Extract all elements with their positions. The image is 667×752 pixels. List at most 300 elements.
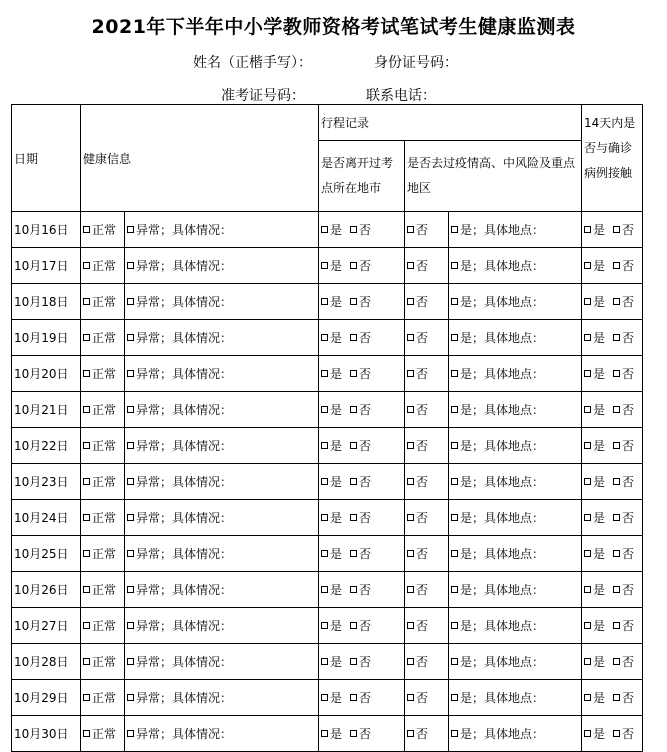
checkbox-square-icon[interactable] <box>584 694 591 701</box>
checkbox-square-icon[interactable] <box>127 262 134 269</box>
contact-no-checkbox[interactable] <box>613 403 634 417</box>
risk-area-yes-checkbox-label: 是；具体地点： <box>460 475 545 489</box>
checkbox-square-icon[interactable] <box>321 586 328 593</box>
left-city-yes-checkbox-label: 是 <box>330 475 343 489</box>
checkbox-square-icon[interactable] <box>350 334 357 341</box>
checkbox-square-icon[interactable] <box>451 550 458 557</box>
abnormal-checkbox-label: 异常；具体情况： <box>136 439 233 453</box>
risk-area-yes-checkbox[interactable] <box>451 367 544 381</box>
left-city-cell <box>319 464 405 500</box>
left-city-yes-checkbox[interactable] <box>321 295 342 309</box>
name-field-label: 姓名（正楷手写）： <box>193 55 312 71</box>
contact-no-checkbox[interactable] <box>613 691 634 705</box>
left-city-cell <box>319 608 405 644</box>
risk-area-no-checkbox[interactable] <box>407 223 428 237</box>
abnormal-checkbox[interactable] <box>127 403 232 417</box>
risk-area-no-checkbox[interactable] <box>407 655 428 669</box>
checkbox-square-icon[interactable] <box>321 694 328 701</box>
risk-area-yes-checkbox[interactable] <box>451 403 544 417</box>
contact-no-checkbox[interactable] <box>613 259 634 273</box>
left-city-yes-checkbox[interactable] <box>321 403 342 417</box>
normal-checkbox-label: 正常 <box>92 223 117 237</box>
risk-area-no-checkbox[interactable] <box>407 475 428 489</box>
risk-area-yes-checkbox[interactable] <box>451 547 544 561</box>
checkbox-square-icon[interactable] <box>613 478 620 485</box>
checkbox-square-icon[interactable] <box>451 514 458 521</box>
contact-yes-checkbox[interactable] <box>584 511 605 525</box>
abnormal-checkbox[interactable] <box>127 511 232 525</box>
left-city-no-checkbox[interactable] <box>350 691 371 705</box>
risk-area-no-checkbox[interactable] <box>407 439 428 453</box>
checkbox-square-icon[interactable] <box>127 622 134 629</box>
checkbox-square-icon[interactable] <box>350 298 357 305</box>
checkbox-square-icon[interactable] <box>83 226 90 233</box>
left-city-cell <box>319 320 405 356</box>
left-city-cell <box>319 212 405 248</box>
risk-area-yes-checkbox[interactable] <box>451 691 544 705</box>
left-city-no-checkbox[interactable] <box>350 511 371 525</box>
abnormal-checkbox[interactable] <box>127 367 232 381</box>
contact-no-checkbox[interactable] <box>613 295 634 309</box>
normal-checkbox[interactable] <box>83 727 116 741</box>
abnormal-checkbox[interactable] <box>127 583 232 597</box>
checkbox-square-icon[interactable] <box>127 658 134 665</box>
checkbox-square-icon[interactable] <box>407 442 414 449</box>
left-city-no-checkbox[interactable] <box>350 403 371 417</box>
checkbox-square-icon[interactable] <box>127 406 134 413</box>
checkbox-square-icon[interactable] <box>127 478 134 485</box>
checkbox-square-icon[interactable] <box>83 586 90 593</box>
checkbox-square-icon[interactable] <box>83 370 90 377</box>
contact-yes-checkbox-label: 是 <box>593 331 606 345</box>
abnormal-checkbox[interactable] <box>127 619 232 633</box>
risk-area-yes-checkbox[interactable] <box>451 439 544 453</box>
contact-no-checkbox[interactable] <box>613 727 634 741</box>
left-city-yes-checkbox[interactable] <box>321 259 342 273</box>
abnormal-checkbox-label: 异常；具体情况： <box>136 727 233 741</box>
checkbox-square-icon[interactable] <box>321 370 328 377</box>
normal-checkbox[interactable] <box>83 475 116 489</box>
risk-area-no-cell <box>405 284 449 320</box>
checkbox-square-icon[interactable] <box>83 514 90 521</box>
checkbox-square-icon[interactable] <box>613 262 620 269</box>
contact-no-checkbox[interactable] <box>613 331 634 345</box>
checkbox-square-icon[interactable] <box>83 478 90 485</box>
normal-checkbox[interactable] <box>83 259 116 273</box>
checkbox-square-icon[interactable] <box>584 298 591 305</box>
left-city-yes-checkbox[interactable] <box>321 547 342 561</box>
checkbox-square-icon[interactable] <box>83 658 90 665</box>
checkbox-square-icon[interactable] <box>613 586 620 593</box>
risk-area-yes-checkbox[interactable] <box>451 475 544 489</box>
risk-area-yes-cell <box>449 644 582 680</box>
contact-no-checkbox[interactable] <box>613 655 634 669</box>
checkbox-square-icon[interactable] <box>451 658 458 665</box>
abnormal-checkbox-label: 异常；具体情况： <box>136 583 233 597</box>
left-city-yes-checkbox[interactable] <box>321 331 342 345</box>
normal-checkbox[interactable] <box>83 583 116 597</box>
checkbox-square-icon[interactable] <box>83 622 90 629</box>
left-city-yes-checkbox[interactable] <box>321 439 342 453</box>
checkbox-square-icon[interactable] <box>350 550 357 557</box>
checkbox-square-icon[interactable] <box>407 622 414 629</box>
checkbox-square-icon[interactable] <box>407 262 414 269</box>
risk-area-no-checkbox[interactable] <box>407 331 428 345</box>
checkbox-square-icon[interactable] <box>613 442 620 449</box>
checkbox-square-icon[interactable] <box>321 226 328 233</box>
risk-area-yes-cell <box>449 392 582 428</box>
checkbox-square-icon[interactable] <box>584 406 591 413</box>
checkbox-square-icon[interactable] <box>321 550 328 557</box>
left-city-no-checkbox[interactable] <box>350 547 371 561</box>
table-row <box>12 680 643 716</box>
left-city-yes-checkbox[interactable] <box>321 511 342 525</box>
contact-no-checkbox[interactable] <box>613 511 634 525</box>
abnormal-checkbox[interactable] <box>127 223 232 237</box>
left-city-no-checkbox[interactable] <box>350 439 371 453</box>
checkbox-square-icon[interactable] <box>350 370 357 377</box>
checkbox-square-icon[interactable] <box>350 658 357 665</box>
contact-yes-checkbox-label: 是 <box>593 655 606 669</box>
checkbox-square-icon[interactable] <box>407 694 414 701</box>
contact-yes-checkbox[interactable] <box>584 403 605 417</box>
left-city-no-checkbox[interactable] <box>350 259 371 273</box>
checkbox-square-icon[interactable] <box>83 442 90 449</box>
risk-area-no-checkbox[interactable] <box>407 619 428 633</box>
left-city-no-checkbox[interactable] <box>350 295 371 309</box>
checkbox-square-icon[interactable] <box>83 730 90 737</box>
checkbox-square-icon[interactable] <box>127 694 134 701</box>
checkbox-square-icon[interactable] <box>613 406 620 413</box>
normal-checkbox[interactable] <box>83 439 116 453</box>
contact-yes-checkbox[interactable] <box>584 439 605 453</box>
checkbox-square-icon[interactable] <box>584 478 591 485</box>
risk-area-yes-checkbox[interactable] <box>451 259 544 273</box>
checkbox-square-icon[interactable] <box>83 298 90 305</box>
checkbox-square-icon[interactable] <box>407 226 414 233</box>
checkbox-square-icon[interactable] <box>350 586 357 593</box>
left-city-yes-checkbox[interactable] <box>321 727 342 741</box>
left-city-cell <box>319 248 405 284</box>
abnormal-checkbox[interactable] <box>127 547 232 561</box>
checkbox-square-icon[interactable] <box>350 262 357 269</box>
checkbox-square-icon[interactable] <box>127 442 134 449</box>
contact-yes-checkbox-label: 是 <box>593 727 606 741</box>
left-city-no-checkbox[interactable] <box>350 727 371 741</box>
risk-area-no-checkbox-label: 否 <box>416 295 429 309</box>
risk-area-no-checkbox[interactable] <box>407 403 428 417</box>
checkbox-square-icon[interactable] <box>407 514 414 521</box>
risk-area-yes-checkbox[interactable] <box>451 223 544 237</box>
normal-checkbox[interactable] <box>83 223 116 237</box>
left-city-no-checkbox[interactable] <box>350 223 371 237</box>
left-city-cell <box>319 356 405 392</box>
health-abnormal-cell <box>125 356 319 392</box>
contact-no-checkbox-label: 否 <box>622 295 635 309</box>
checkbox-square-icon[interactable] <box>407 406 414 413</box>
contact-yes-checkbox[interactable] <box>584 547 605 561</box>
checkbox-square-icon[interactable] <box>407 370 414 377</box>
left-city-yes-checkbox-label: 是 <box>330 331 343 345</box>
left-city-no-checkbox[interactable] <box>350 583 371 597</box>
left-city-no-checkbox[interactable] <box>350 619 371 633</box>
checkbox-square-icon[interactable] <box>83 334 90 341</box>
checkbox-square-icon[interactable] <box>350 406 357 413</box>
checkbox-square-icon[interactable] <box>127 586 134 593</box>
checkbox-square-icon[interactable] <box>584 262 591 269</box>
normal-checkbox[interactable] <box>83 691 116 705</box>
abnormal-checkbox[interactable] <box>127 331 232 345</box>
checkbox-square-icon[interactable] <box>83 406 90 413</box>
checkbox-square-icon[interactable] <box>83 550 90 557</box>
normal-checkbox[interactable] <box>83 655 116 669</box>
health-normal-cell <box>81 716 125 752</box>
normal-checkbox[interactable] <box>83 403 116 417</box>
risk-area-yes-cell <box>449 608 582 644</box>
risk-area-no-checkbox[interactable] <box>407 367 428 381</box>
checkbox-square-icon[interactable] <box>584 658 591 665</box>
risk-area-yes-checkbox[interactable] <box>451 331 544 345</box>
risk-area-yes-checkbox[interactable] <box>451 727 544 741</box>
left-city-no-checkbox[interactable] <box>350 655 371 669</box>
risk-area-yes-checkbox-label: 是；具体地点： <box>460 583 545 597</box>
checkbox-square-icon[interactable] <box>127 550 134 557</box>
contact-no-checkbox[interactable] <box>613 619 634 633</box>
checkbox-square-icon[interactable] <box>613 334 620 341</box>
checkbox-square-icon[interactable] <box>451 478 458 485</box>
checkbox-square-icon[interactable] <box>407 298 414 305</box>
contact-no-checkbox-label: 否 <box>622 727 635 741</box>
left-city-yes-checkbox[interactable] <box>321 691 342 705</box>
contact-no-checkbox-label: 否 <box>622 439 635 453</box>
contact-cell <box>582 320 643 356</box>
checkbox-square-icon[interactable] <box>350 514 357 521</box>
checkbox-square-icon[interactable] <box>613 622 620 629</box>
risk-area-yes-checkbox[interactable] <box>451 583 544 597</box>
left-city-yes-checkbox[interactable] <box>321 367 342 381</box>
checkbox-square-icon[interactable] <box>451 370 458 377</box>
contact-yes-checkbox-label: 是 <box>593 439 606 453</box>
contact-yes-checkbox-label: 是 <box>593 295 606 309</box>
checkbox-square-icon[interactable] <box>451 406 458 413</box>
checkbox-square-icon[interactable] <box>451 730 458 737</box>
abnormal-checkbox[interactable] <box>127 727 232 741</box>
normal-checkbox-label: 正常 <box>92 511 117 525</box>
contact-no-checkbox[interactable] <box>613 367 634 381</box>
checkbox-square-icon[interactable] <box>127 370 134 377</box>
contact-no-checkbox[interactable] <box>613 223 634 237</box>
contact-yes-checkbox[interactable] <box>584 691 605 705</box>
checkbox-square-icon[interactable] <box>127 298 134 305</box>
checkbox-square-icon[interactable] <box>584 514 591 521</box>
contact-yes-checkbox-label: 是 <box>593 223 606 237</box>
risk-area-no-checkbox[interactable] <box>407 511 428 525</box>
abnormal-checkbox[interactable] <box>127 655 232 669</box>
risk-area-no-checkbox[interactable] <box>407 547 428 561</box>
left-city-cell <box>319 716 405 752</box>
risk-area-no-checkbox[interactable] <box>407 295 428 309</box>
checkbox-square-icon[interactable] <box>127 334 134 341</box>
contact-yes-checkbox[interactable] <box>584 367 605 381</box>
checkbox-square-icon[interactable] <box>321 334 328 341</box>
checkbox-square-icon[interactable] <box>127 730 134 737</box>
contact-yes-checkbox[interactable] <box>584 475 605 489</box>
risk-area-yes-checkbox[interactable] <box>451 295 544 309</box>
checkbox-square-icon[interactable] <box>451 442 458 449</box>
checkbox-square-icon[interactable] <box>350 442 357 449</box>
contact-no-checkbox-label: 否 <box>622 655 635 669</box>
checkbox-square-icon[interactable] <box>584 442 591 449</box>
risk-area-no-cell <box>405 500 449 536</box>
contact-yes-checkbox[interactable] <box>584 583 605 597</box>
checkbox-square-icon[interactable] <box>407 730 414 737</box>
risk-area-no-checkbox[interactable] <box>407 259 428 273</box>
checkbox-square-icon[interactable] <box>584 622 591 629</box>
checkbox-square-icon[interactable] <box>584 226 591 233</box>
left-city-no-checkbox[interactable] <box>350 367 371 381</box>
left-city-yes-checkbox[interactable] <box>321 583 342 597</box>
checkbox-square-icon[interactable] <box>613 514 620 521</box>
checkbox-square-icon[interactable] <box>451 298 458 305</box>
checkbox-square-icon[interactable] <box>451 262 458 269</box>
checkbox-square-icon[interactable] <box>451 226 458 233</box>
checkbox-square-icon[interactable] <box>321 406 328 413</box>
checkbox-square-icon[interactable] <box>350 694 357 701</box>
checkbox-square-icon[interactable] <box>613 730 620 737</box>
checkbox-square-icon[interactable] <box>350 226 357 233</box>
checkbox-square-icon[interactable] <box>350 622 357 629</box>
normal-checkbox[interactable] <box>83 511 116 525</box>
checkbox-square-icon[interactable] <box>321 442 328 449</box>
checkbox-square-icon[interactable] <box>584 586 591 593</box>
health-info-column-header: 健康信息 <box>81 105 319 212</box>
contact-yes-checkbox-label: 是 <box>593 547 606 561</box>
abnormal-checkbox[interactable] <box>127 475 232 489</box>
checkbox-square-icon[interactable] <box>584 370 591 377</box>
risk-area-yes-checkbox[interactable] <box>451 619 544 633</box>
checkbox-square-icon[interactable] <box>613 550 620 557</box>
table-row <box>12 536 643 572</box>
abnormal-checkbox[interactable] <box>127 295 232 309</box>
checkbox-square-icon[interactable] <box>584 334 591 341</box>
checkbox-square-icon[interactable] <box>321 478 328 485</box>
checkbox-square-icon[interactable] <box>451 694 458 701</box>
checkbox-square-icon[interactable] <box>321 658 328 665</box>
checkbox-square-icon[interactable] <box>350 730 357 737</box>
risk-area-no-checkbox[interactable] <box>407 691 428 705</box>
left-city-yes-checkbox-label: 是 <box>330 619 343 633</box>
left-city-cell <box>319 392 405 428</box>
risk-area-no-cell <box>405 248 449 284</box>
checkbox-square-icon[interactable] <box>321 262 328 269</box>
checkbox-square-icon[interactable] <box>83 262 90 269</box>
left-city-no-checkbox-label: 否 <box>359 547 372 561</box>
contact-yes-checkbox[interactable] <box>584 619 605 633</box>
checkbox-square-icon[interactable] <box>613 226 620 233</box>
abnormal-checkbox[interactable] <box>127 259 232 273</box>
checkbox-square-icon[interactable] <box>407 478 414 485</box>
checkbox-square-icon[interactable] <box>321 514 328 521</box>
left-city-yes-checkbox[interactable] <box>321 475 342 489</box>
checkbox-square-icon[interactable] <box>584 730 591 737</box>
table-row <box>12 212 643 248</box>
contact-cell <box>582 716 643 752</box>
checkbox-square-icon[interactable] <box>584 550 591 557</box>
checkbox-square-icon[interactable] <box>407 550 414 557</box>
risk-area-no-cell <box>405 716 449 752</box>
contact-no-checkbox[interactable] <box>613 475 634 489</box>
abnormal-checkbox-label: 异常；具体情况： <box>136 547 233 561</box>
contact-yes-checkbox[interactable] <box>584 655 605 669</box>
risk-area-no-checkbox-label: 否 <box>416 547 429 561</box>
left-city-yes-checkbox-label: 是 <box>330 511 343 525</box>
abnormal-checkbox-label: 异常；具体情况： <box>136 331 233 345</box>
checkbox-square-icon[interactable] <box>451 334 458 341</box>
left-city-no-checkbox[interactable] <box>350 331 371 345</box>
checkbox-square-icon[interactable] <box>321 730 328 737</box>
checkbox-square-icon[interactable] <box>321 622 328 629</box>
normal-checkbox[interactable] <box>83 619 116 633</box>
risk-area-no-cell <box>405 428 449 464</box>
risk-area-yes-checkbox[interactable] <box>451 511 544 525</box>
normal-checkbox[interactable] <box>83 295 116 309</box>
risk-area-no-checkbox[interactable] <box>407 727 428 741</box>
table-row <box>12 356 643 392</box>
checkbox-square-icon[interactable] <box>613 298 620 305</box>
checkbox-square-icon[interactable] <box>613 658 620 665</box>
normal-checkbox-label: 正常 <box>92 583 117 597</box>
abnormal-checkbox[interactable] <box>127 439 232 453</box>
checkbox-square-icon[interactable] <box>127 514 134 521</box>
risk-area-yes-cell <box>449 716 582 752</box>
left-city-yes-checkbox[interactable] <box>321 223 342 237</box>
contact-no-checkbox[interactable] <box>613 583 634 597</box>
contact-yes-checkbox[interactable] <box>584 295 605 309</box>
checkbox-square-icon[interactable] <box>613 370 620 377</box>
checkbox-square-icon[interactable] <box>407 586 414 593</box>
risk-area-yes-checkbox[interactable] <box>451 655 544 669</box>
checkbox-square-icon[interactable] <box>83 694 90 701</box>
left-city-yes-checkbox[interactable] <box>321 655 342 669</box>
left-city-yes-checkbox[interactable] <box>321 619 342 633</box>
contact-no-checkbox[interactable] <box>613 439 634 453</box>
contact-yes-checkbox[interactable] <box>584 331 605 345</box>
checkbox-square-icon[interactable] <box>407 658 414 665</box>
checkbox-square-icon[interactable] <box>613 694 620 701</box>
checkbox-square-icon[interactable] <box>407 334 414 341</box>
checkbox-square-icon[interactable] <box>350 478 357 485</box>
normal-checkbox[interactable] <box>83 331 116 345</box>
date-cell: 10月19日 <box>12 320 81 356</box>
left-city-no-checkbox[interactable] <box>350 475 371 489</box>
risk-area-no-checkbox-label: 否 <box>416 619 429 633</box>
health-abnormal-cell <box>125 644 319 680</box>
contact-yes-checkbox[interactable] <box>584 223 605 237</box>
checkbox-square-icon[interactable] <box>451 586 458 593</box>
normal-checkbox[interactable] <box>83 367 116 381</box>
checkbox-square-icon[interactable] <box>451 622 458 629</box>
contact-no-checkbox[interactable] <box>613 547 634 561</box>
left-city-no-checkbox-label: 否 <box>359 691 372 705</box>
contact-yes-checkbox[interactable] <box>584 259 605 273</box>
checkbox-square-icon[interactable] <box>321 298 328 305</box>
normal-checkbox[interactable] <box>83 547 116 561</box>
abnormal-checkbox[interactable] <box>127 691 232 705</box>
checkbox-square-icon[interactable] <box>127 226 134 233</box>
contact-yes-checkbox[interactable] <box>584 727 605 741</box>
risk-area-no-checkbox[interactable] <box>407 583 428 597</box>
risk-area-no-checkbox-label: 否 <box>416 439 429 453</box>
